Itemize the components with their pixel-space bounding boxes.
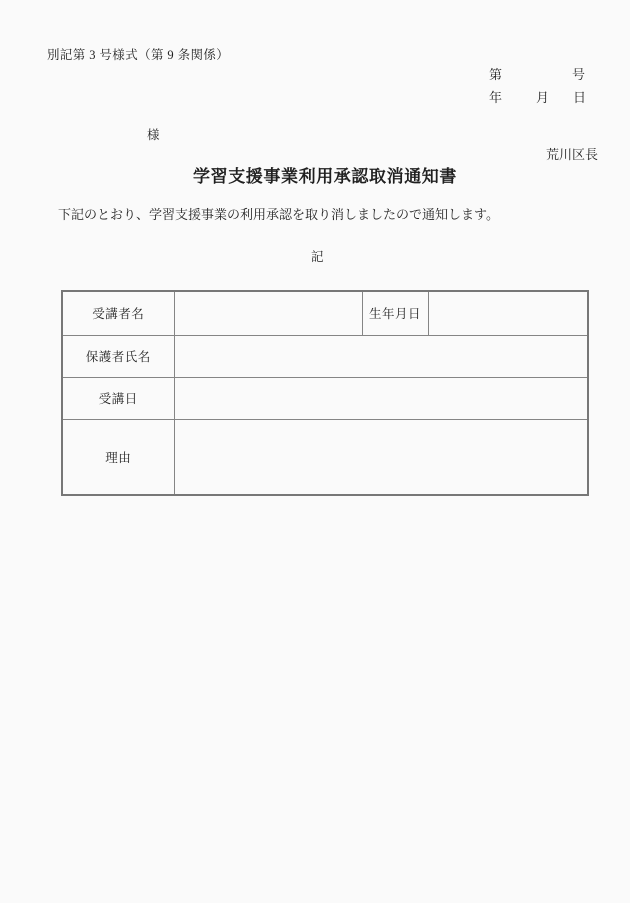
table-row-reason — [62, 419, 588, 495]
reason-value — [174, 419, 588, 495]
birthdate-value — [428, 291, 588, 335]
guardian-name-value — [174, 335, 588, 377]
record-heading: 記 — [311, 250, 324, 264]
table-row-course-date — [62, 377, 588, 419]
course-date-label: 受講日 — [62, 377, 174, 419]
date-month-label: 月 — [536, 90, 550, 105]
addressee-honorific: 様 — [147, 128, 160, 142]
student-name-value — [174, 291, 362, 335]
doc-number-prefix: 第 — [489, 67, 503, 82]
birthdate-label: 生年月日 — [362, 291, 428, 335]
sender-title: 荒川区長 — [545, 147, 598, 162]
document-title: 学習支援事業利用承認取消通知書 — [193, 167, 457, 186]
student-name-label: 受講者名 — [62, 291, 174, 335]
body-text: 下記のとおり、学習支援事業の利用承認を取り消しましたので通知します。 — [58, 207, 499, 222]
date-day-label: 日 — [573, 90, 587, 105]
date-year-label: 年 — [489, 90, 503, 105]
guardian-name-label: 保護者氏名 — [62, 335, 174, 377]
form-table — [61, 290, 589, 496]
reason-label: 理由 — [62, 419, 174, 495]
doc-number-suffix: 号 — [572, 67, 586, 82]
form-style-note: 別記第 3 号様式（第 9 条関係） — [47, 48, 230, 62]
table-row-guardian — [62, 335, 588, 377]
course-date-value — [174, 377, 588, 419]
table-row-student — [62, 291, 588, 335]
